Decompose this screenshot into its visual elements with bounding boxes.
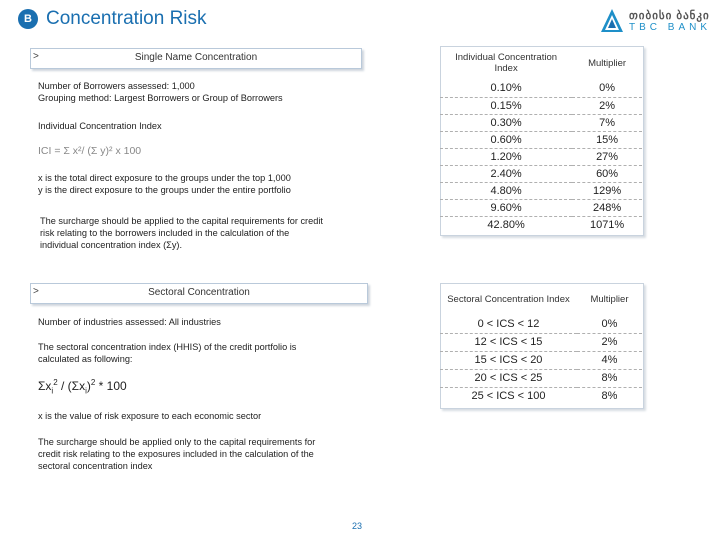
single-name-section-label: Single Name Concentration bbox=[134, 52, 258, 63]
formula-part: 2 bbox=[90, 378, 96, 387]
multiplier-cell: 248% bbox=[572, 199, 642, 216]
table-row bbox=[440, 387, 642, 405]
section-badge: B bbox=[18, 9, 38, 29]
multiplier-cell: 8% bbox=[577, 387, 642, 405]
table-row bbox=[440, 216, 642, 233]
index-cell: 42.80% bbox=[440, 216, 572, 233]
table-row bbox=[440, 97, 642, 114]
multiplier-cell: 15% bbox=[572, 131, 642, 148]
formula-part: * 100 bbox=[95, 379, 127, 393]
multiplier-cell: 4% bbox=[577, 351, 642, 369]
multiplier-cell: 60% bbox=[572, 165, 642, 182]
surcharge-text-line: individual concentration index (Σy). bbox=[40, 240, 183, 250]
index-cell: 1.20% bbox=[440, 148, 572, 165]
individual-concentration-table bbox=[440, 46, 642, 233]
page-number: 23 bbox=[352, 521, 363, 531]
table-row bbox=[440, 131, 642, 148]
chevron-right-icon: > bbox=[33, 51, 39, 62]
index-cell: 20 < ICS < 25 bbox=[440, 369, 577, 387]
formula-part: 2 bbox=[53, 378, 58, 387]
table-row bbox=[440, 165, 642, 182]
sectoral-surcharge-line: sectoral concentration index bbox=[38, 461, 153, 471]
ici-formula: ICI = Σ x²/ (Σ y)² x 100 bbox=[38, 145, 142, 157]
table-row bbox=[440, 80, 642, 97]
hhis-text-line: The sectoral concentration index (HHIS) of the credit portfolio is bbox=[38, 342, 297, 352]
table-row bbox=[440, 182, 642, 199]
multiplier-cell: 27% bbox=[572, 148, 642, 165]
index-cell: 0.10% bbox=[490, 82, 522, 95]
tbc-bank-logo bbox=[600, 8, 710, 36]
page-title: Concentration Risk bbox=[46, 8, 207, 29]
sectoral-surcharge-line: The surcharge should be applied only to the capital requirements for bbox=[38, 437, 316, 447]
multiplier-cell: 0% bbox=[599, 82, 616, 95]
header-line: Index bbox=[494, 63, 518, 74]
index-cell: 2.40% bbox=[440, 165, 572, 182]
index-cell: 15 < ICS < 20 bbox=[440, 351, 577, 369]
industries-assessed-text: Number of industries assessed: All industries bbox=[38, 317, 221, 327]
multiplier-header: Multiplier bbox=[590, 293, 629, 305]
multiplier-cell: 1071% bbox=[572, 216, 642, 233]
index-cell: 4.80% bbox=[440, 182, 572, 199]
table-row bbox=[440, 333, 642, 351]
index-cell: 9.60% bbox=[440, 199, 572, 216]
tbc-logo-icon bbox=[600, 8, 624, 34]
y-definition-text: y is the direct exposure to the groups under the entire portfolio bbox=[38, 185, 291, 195]
table-row bbox=[440, 369, 642, 387]
formula-part: Σx bbox=[38, 379, 52, 393]
sectoral-index-header: Sectoral Concentration Index bbox=[447, 293, 570, 305]
index-cell: 0 < ICS < 12 bbox=[477, 317, 540, 330]
formula-part: / (Σx bbox=[57, 379, 86, 393]
surcharge-text-line: The surcharge should be applied to the capital requirements for credit bbox=[40, 216, 323, 226]
formula-part: i bbox=[85, 386, 87, 396]
multiplier-cell: 2% bbox=[572, 97, 642, 114]
logo-georgian-text: თიბისი ბანკი bbox=[629, 10, 710, 22]
multiplier-cell: 0% bbox=[601, 317, 618, 330]
x-definition-text: x is the total direct exposure to the groups under the top 1,000 bbox=[38, 173, 291, 183]
borrowers-assessed-text: Number of Borrowers assessed: 1,000 bbox=[38, 81, 195, 91]
header-line: Individual Concentration bbox=[455, 52, 558, 63]
sectoral-section-bar[interactable] bbox=[30, 283, 368, 304]
hhis-formula bbox=[38, 378, 127, 395]
table-row bbox=[440, 199, 642, 216]
chevron-right-icon: > bbox=[33, 286, 39, 297]
formula-part: i bbox=[51, 386, 54, 396]
index-cell: 0.15% bbox=[440, 97, 572, 114]
hhis-text-line: calculated as following: bbox=[38, 354, 133, 364]
multiplier-header: Multiplier bbox=[588, 57, 627, 69]
logo-english-text: TBC BANK bbox=[629, 22, 712, 33]
sectoral-surcharge-line: credit risk relating to the exposures included in the calculation of the bbox=[38, 449, 314, 459]
grouping-method-text: Grouping method: Largest Borrowers or Group of Borrowers bbox=[38, 93, 283, 103]
individual-index-title: Individual Concentration Index bbox=[38, 121, 162, 131]
multiplier-cell: 7% bbox=[572, 114, 642, 131]
sectoral-section-label: Sectoral Concentration bbox=[148, 287, 250, 298]
formula-part: ) bbox=[86, 379, 91, 393]
index-cell: 25 < ICS < 100 bbox=[440, 387, 577, 405]
index-cell: 0.60% bbox=[440, 131, 572, 148]
multiplier-cell: 8% bbox=[577, 369, 642, 387]
x-sector-definition-text: x is the value of risk exposure to each economic sector bbox=[38, 411, 262, 421]
multiplier-cell: 2% bbox=[577, 333, 642, 351]
table-row bbox=[440, 351, 642, 369]
surcharge-text-line: risk relating to the borrowers included in the calculation of the bbox=[40, 228, 290, 238]
index-cell: 12 < ICS < 15 bbox=[440, 333, 577, 351]
individual-index-header bbox=[440, 46, 572, 80]
sectoral-concentration-table bbox=[440, 283, 642, 405]
table-row bbox=[440, 114, 642, 131]
single-name-section-bar[interactable] bbox=[30, 48, 362, 69]
table-row bbox=[440, 315, 642, 333]
index-cell: 0.30% bbox=[440, 114, 572, 131]
multiplier-cell: 129% bbox=[572, 182, 642, 199]
table-row bbox=[440, 148, 642, 165]
